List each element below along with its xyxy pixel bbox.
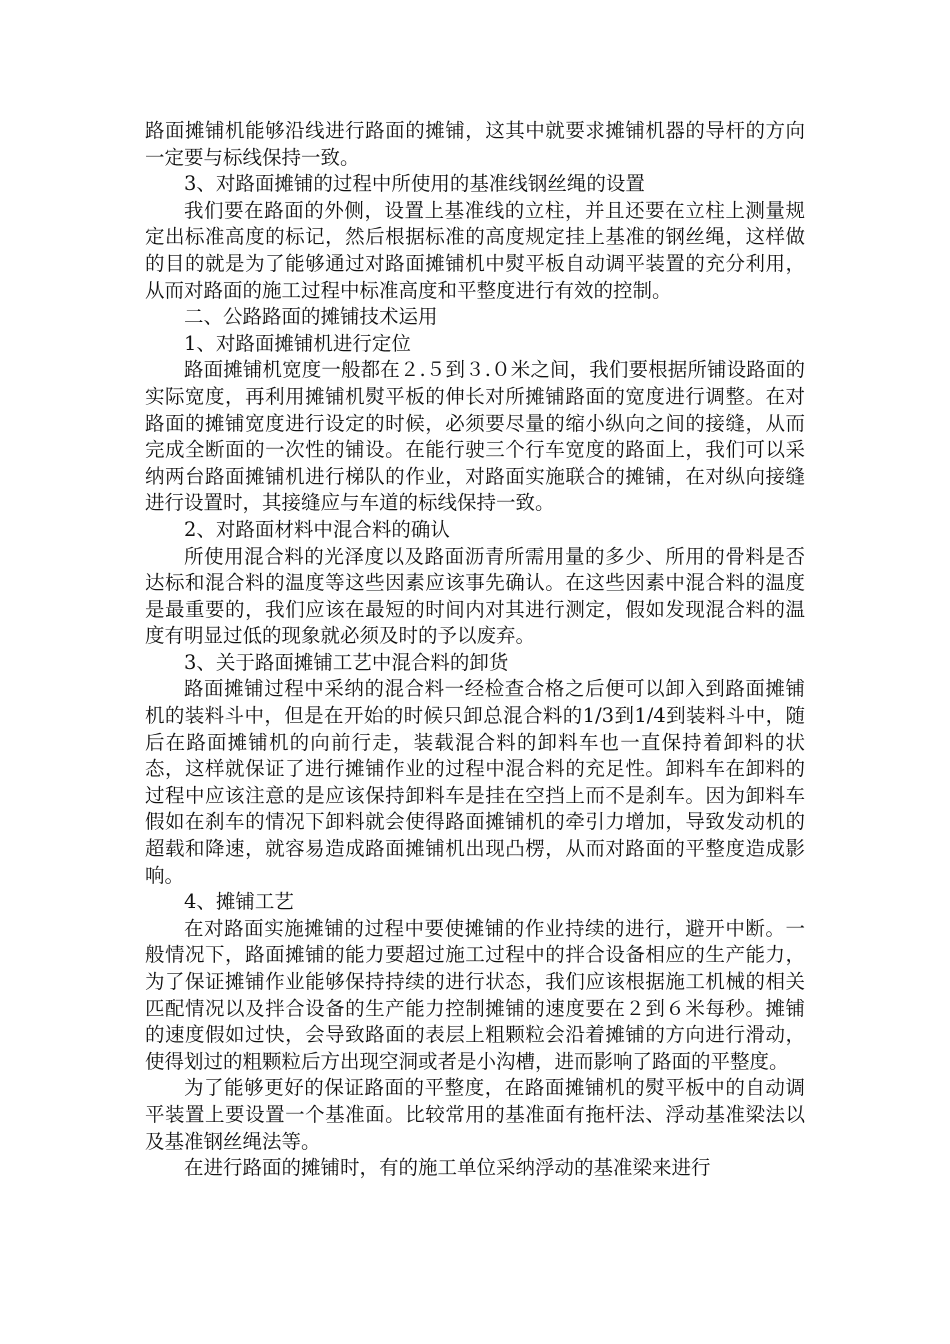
heading-mixture-unloading: 3、关于路面摊铺工艺中混合料的卸货 [184, 650, 509, 674]
paragraph-6: 在对路面实施摊铺的过程中要使摊铺的作业持续的进行，避开中断。一般情况下，路面摊铺的能力要超过施工过程中的拌合设备相应的生产能力，为了保证摊铺作业能够保持持续的进行状态，我们应该根据施工机械的相关匹配情况以及拌合设备的生产能力控制摊铺的速度要在２到６米每秒。摊铺的速度假如过快，会导致路面的表层上粗颗粒会沿着摊铺的方向进行滑动，使得划过的粗颗粒后方出现空洞或者是小沟槽，进而影响了路面的平整度。 [145, 916, 805, 1073]
heading-mixture-confirmation: 2、对路面材料中混合料的确认 [184, 517, 450, 541]
document-body [145, 118, 805, 1182]
paragraph-3: 路面摊铺机宽度一般都在２.５到３.０米之间，我们要根据所铺设路面的实际宽度，再利用摊铺机熨平板的伸长对所摊铺路面的宽度进行调整。在对路面的摊铺宽度进行设定的时候，必须要尽量的缩小纵向之间的接缝，从而完成全断面的一次性的铺设。在能行驶三个行车宽度的路面上，我们可以采纳两台路面摊铺机进行梯队的作业，对路面实施联合的摊铺，在对纵向接缝进行设置时，其接缝应与车道的标线保持一致。 [145, 358, 805, 515]
paragraph-4: 所使用混合料的光泽度以及路面沥青所需用量的多少、所用的骨料是否达标和混合料的温度等这些因素应该事先确认。在这些因素中混合料的温度是最重要的，我们应该在最短的时间内对其进行测定，假如发现混合料的温度有明显过低的现象就必须及时的予以废弃。 [145, 544, 805, 648]
heading-baseline-wire: 3、对路面摊铺的过程中所使用的基准线钢丝绳的设置 [184, 172, 645, 196]
paragraph-7: 为了能够更好的保证路面的平整度，在路面摊铺机的熨平板中的自动调平装置上要设置一个基准面。比较常用的基准面有拖杆法、浮动基准梁法以及基准钢丝绳法等。 [145, 1076, 805, 1153]
section-heading-2: 二、公路路面的摊铺技术运用 [184, 305, 438, 329]
paragraph-8: 在进行路面的摊铺时，有的施工单位采纳浮动的基准梁来进行 [184, 1156, 711, 1180]
paragraph-1: 路面摊铺机能够沿线进行路面的摊铺，这其中就要求摊铺机器的导杆的方向一定要与标线保持一致。 [145, 119, 805, 169]
paragraph-2: 我们要在路面的外侧，设置上基准线的立柱，并且还要在立柱上测量规定出标准高度的标记，然后根据标准的高度规定挂上基准的钢丝绳，这样做的目的就是为了能够通过对路面摊铺机中熨平板自动调平装置的充分利用，从而对路面的施工过程中标准高度和平整度进行有效的控制。 [145, 198, 805, 302]
paragraph-5: 路面摊铺过程中采纳的混合料一经检查合格之后便可以卸入到路面摊铺机的装料斗中，但是在开始的时候只卸总混合料的1/3到1/4到装料斗中，随后在路面摊铺机的向前行走，装载混合料的卸料车也一直保持着卸料的状态，这样就保证了进行摊铺作业的过程中混合料的充足性。卸料车在卸料的过程中应该注意的是应该保持卸料车是挂在空挡上而不是刹车。因为卸料车假如在刹车的情况下卸料就会使得路面摊铺机的牵引力增加，导致发动机的超载和降速，就容易造成路面摊铺机出现凸楞，从而对路面的平整度造成影响。 [145, 677, 805, 887]
heading-paving-process: 4、摊铺工艺 [184, 890, 294, 914]
heading-paver-positioning: 1、对路面摊铺机进行定位 [184, 331, 411, 355]
